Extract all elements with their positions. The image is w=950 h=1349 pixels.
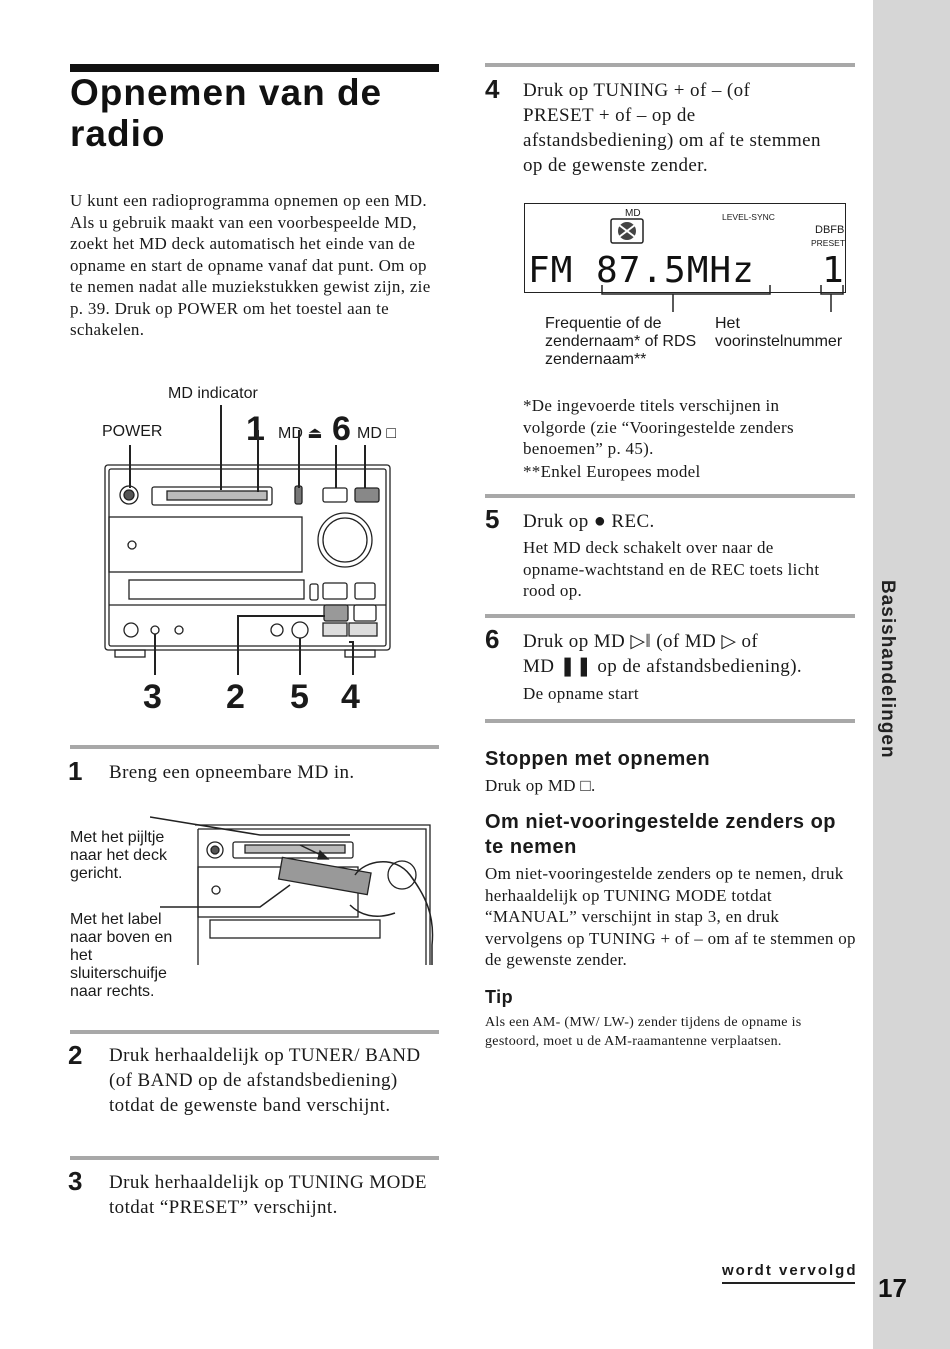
step5-number: 5 (485, 504, 500, 534)
dbfb-label: DBFB (815, 224, 845, 236)
step3-text: Druk herhaaldelijk op TUNING MODE totdat “PRESET” verschijnt. (109, 1172, 427, 1218)
pause-icon: ❚❚ (559, 656, 593, 677)
section-tab (868, 580, 928, 780)
step6-line2: MD ❚❚ op de afstandsbediening). (523, 656, 803, 677)
md-disc-icon (610, 216, 644, 244)
power-label: POWER (102, 423, 163, 440)
step1-rule (70, 745, 439, 749)
title-bar (70, 64, 439, 72)
intro-text: U kunt een radioprogramma opnemen op een MD. Als u gebruik maakt van een voorbespeelde MD, zoekt het MD deck automatisch het einde van de opname en start de opname vanaf dat punt. Om op te nemen nadat alle muziekstukken gewist zijn, zie p. 39. Druk op POWER om het toestel aan te schakelen. (70, 191, 431, 339)
md-indicator-label: MD indicator (168, 385, 258, 402)
stop-text: Druk op MD □. (485, 776, 596, 795)
stop-heading: Stoppen met opnemen (485, 748, 711, 770)
tip-heading: Tip (485, 987, 514, 1007)
level-sync-label: LEVEL-SYNC (722, 212, 775, 222)
page-number: 17 (878, 1273, 907, 1303)
step5-text: Druk op ● REC. (523, 510, 655, 532)
display-caption-preset: Het voorinstelnummer (715, 315, 843, 350)
stop-icon: □ (580, 776, 591, 795)
step2-rule (70, 1030, 439, 1034)
step6-number: 6 (485, 624, 500, 654)
non-preset-heading: Om niet-vooringestelde zenders op te nemen (485, 811, 837, 858)
callout-3: 3 (143, 678, 162, 716)
insert-label-arrow: Met het pijltje naar het deck gericht. (70, 829, 167, 882)
callout-4: 4 (341, 678, 360, 716)
device-diagram (95, 380, 405, 680)
eject-icon: ⏏ (307, 425, 323, 442)
record-icon: ● (593, 510, 607, 532)
step1-number: 1 (68, 756, 83, 786)
stop-icon: □ (386, 425, 397, 442)
footnote-2: **Enkel Europees model (523, 462, 701, 481)
step3-number: 3 (68, 1166, 83, 1196)
callout-6: 6 (332, 410, 351, 448)
display-caption-frequency: Frequentie of de zendernaam* of RDS zendernaam** (545, 315, 697, 368)
footnote-1: *De ingevoerde titels verschijnen in volgorde (zie “Vooringestelde zenders benoemen” p. 45). (523, 396, 794, 458)
md-eject-label: MD ⏏ (278, 425, 323, 442)
continued-label: wordt vervolgd (722, 1262, 858, 1279)
lcd-frequency: FM 87.5MHz (528, 250, 755, 291)
play-icon: ▷ (721, 631, 737, 652)
step4-number: 4 (485, 74, 500, 104)
callout-5: 5 (290, 678, 309, 716)
md-display-label: MD (625, 208, 641, 219)
step4-text: Druk op TUNING + of – (of PRESET + of – op de afstandsbediening) om af te stemmen op de gewenste zender. (523, 80, 821, 176)
step2-text: Druk herhaaldelijk op TUNER/ BAND (of BAND op de afstandsbediening) totdat de gewenste band verschijnt. (109, 1045, 421, 1116)
continued-underline (722, 1282, 855, 1284)
step6-rule (485, 614, 855, 618)
callout-2: 2 (226, 678, 245, 716)
preset-label: PRESET (811, 238, 846, 248)
step5-rule (485, 494, 855, 498)
step5-subtext: Het MD deck schakelt over naar de opname-wachtstand en de REC toets licht rood op. (523, 538, 820, 600)
step2-number: 2 (68, 1040, 83, 1070)
display-callout-lines (595, 282, 855, 318)
lcd-preset-number: 1 (822, 250, 844, 291)
step6-line1: Druk op MD ▷‖ (of MD ▷ of (523, 631, 759, 652)
page-title: Opnemen van de radio (70, 72, 383, 154)
insert-label-shutter: Met het label naar boven en het sluiterschuifje naar rechts. (70, 911, 173, 1000)
section-rule (485, 719, 855, 723)
callout-1: 1 (246, 410, 265, 448)
step6-subtext: De opname start (523, 684, 639, 703)
md-stop-label: MD □ (357, 425, 397, 442)
step4-rule (485, 63, 855, 67)
step3-rule (70, 1156, 439, 1160)
section-tab-label: Basishandelingen (877, 580, 898, 759)
play-pause-icon: ▷‖ (630, 631, 652, 652)
step1-text: Breng een opneembare MD in. (109, 762, 355, 783)
tip-text: Als een AM- (MW/ LW-) zender tijdens de opname is gestoord, moet u de AM-raamantenne verplaatsen. (485, 1015, 802, 1049)
non-preset-text: Om niet-vooringestelde zenders op te nemen, druk herhaaldelijk op TUNING MODE totdat “MANUAL” verschijnt in stap 3, en druk vervolgens op TUNING + of – om af te stemmen op de gewenste zender. (485, 864, 856, 969)
md-insert-diagram (150, 805, 445, 980)
